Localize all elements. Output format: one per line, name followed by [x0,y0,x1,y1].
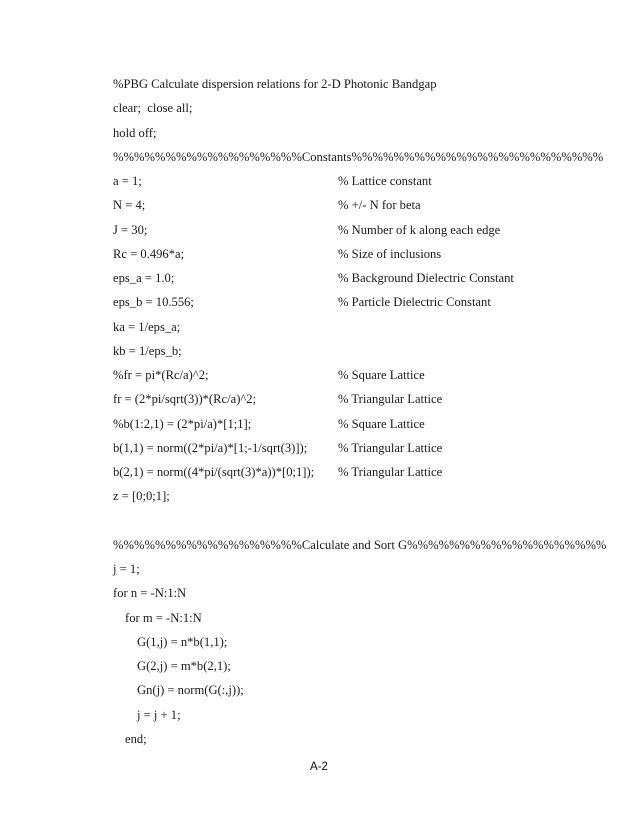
code-line [113,193,583,217]
code-line [113,557,583,581]
code-text: J = 30; [113,222,148,237]
code-line [113,96,583,120]
code-text: %%%%%%%%%%%%%%%%%%Calculate and Sort G%%%%%%%%%%%%%%%%%%% [113,537,607,552]
code-line [113,242,583,266]
code-comment: % Particle Dielectric Constant [338,295,491,310]
code-text: a = 1; [113,174,142,188]
code-line [113,703,583,727]
code-comment: % Number of k along each edge [338,222,501,237]
code-text: eps_a = 1.0; [113,271,175,285]
code-text: %fr = pi*(Rc/a)^2; [113,368,209,382]
code-line [113,606,583,630]
code-text: for m = -N:1:N [125,610,202,625]
code-text: fr = (2*pi/sqrt(3))*(Rc/a)^2; [113,392,257,407]
code-comment: % Background Dielectric Constant [338,271,514,285]
code-comment: % Size of inclusions [338,246,442,261]
code-text: j = j + 1; [137,707,181,722]
code-line [113,121,583,145]
code-text: Gn(j) = norm(G(:,j)); [137,683,244,698]
code-line [113,169,583,193]
code-line [113,315,583,339]
code-comment: % +/- N for beta [338,198,421,213]
code-line [113,727,583,751]
code-text: G(1,j) = n*b(1,1); [137,634,228,649]
code-text: N = 4; [113,198,146,213]
code-line [113,339,583,363]
code-text: j = 1; [113,562,140,576]
code-text: %%%%%%%%%%%%%%%%%%Constants%%%%%%%%%%%%%%%%%%%%%%%% [113,149,604,164]
code-line [113,363,583,387]
code-text: z = [0;0;1]; [113,489,170,504]
code-line [113,460,583,484]
code-line [113,654,583,678]
code-text: %PBG Calculate dispersion relations for 2-D Photonic Bandgap [113,77,437,91]
code-text: for n = -N:1:N [113,586,187,601]
code-line [113,72,583,96]
code-line [113,533,607,557]
code-line [113,678,583,702]
code-line [113,145,604,169]
code-text: Rc = 0.496*a; [113,246,185,261]
code-text: end; [125,731,147,746]
code-comment: % Square Lattice [338,416,425,431]
code-text: b(2,1) = norm((4*pi/(sqrt(3)*a))*[0;1]); [113,465,315,479]
code-comment: % Square Lattice [338,368,425,382]
code-text: eps_b = 10.556; [113,295,194,310]
page-number: A-2 [310,761,328,773]
code-line [113,630,583,654]
code-text: b(1,1) = norm((2*pi/a)*[1;-1/sqrt(3)]); [113,440,308,455]
code-comment: % Triangular Lattice [338,392,443,407]
code-comment: % Triangular Lattice [338,465,443,479]
code-line [113,387,583,411]
code-line [113,581,583,605]
code-text: %b(1:2,1) = (2*pi/a)*[1;1]; [113,416,252,431]
code-text: kb = 1/eps_b; [113,343,182,358]
code-text: hold off; [113,125,157,140]
blank-line [113,509,583,533]
code-line [113,436,583,460]
code-line [113,218,583,242]
code-text: ka = 1/eps_a; [113,319,181,334]
code-text: G(2,j) = m*b(2,1); [137,659,231,673]
code-comment: % Triangular Lattice [338,440,443,455]
matlab-code-listing [113,72,607,751]
code-line [113,484,583,508]
code-line [113,290,583,314]
code-line [113,412,583,436]
code-comment: % Lattice constant [338,174,432,188]
code-text: clear; close all; [113,101,193,116]
code-line [113,266,583,290]
